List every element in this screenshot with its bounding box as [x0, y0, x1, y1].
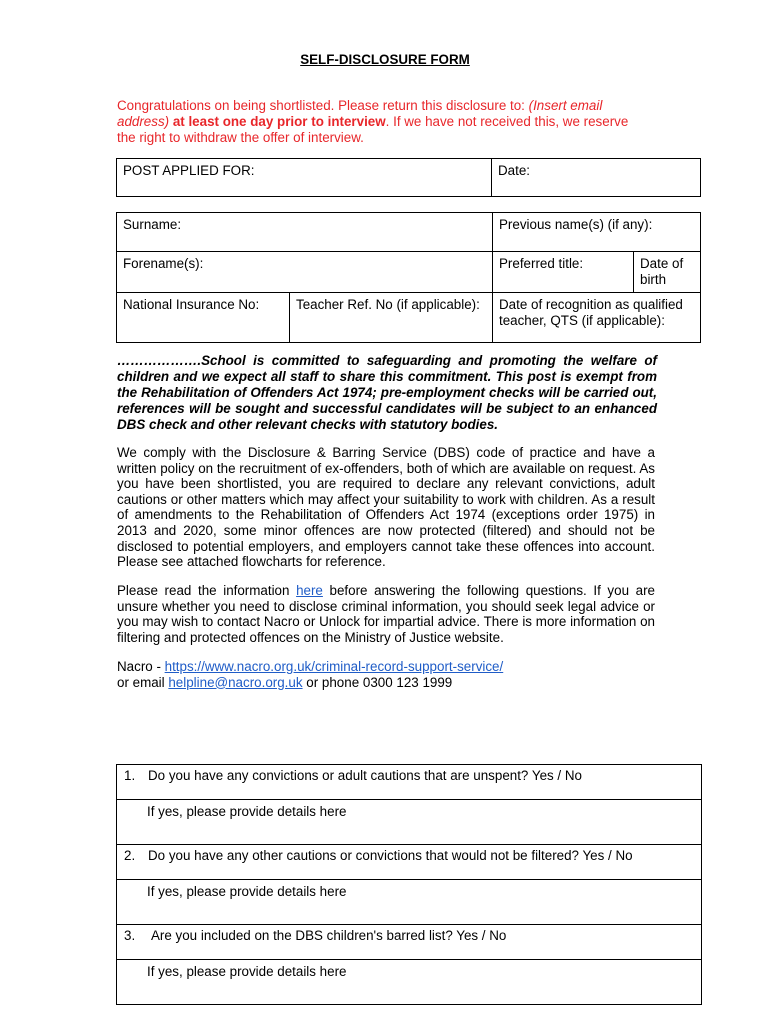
question-number: 2. — [124, 848, 136, 863]
question-text: Are you included on the DBS children's barred list? Yes / No — [148, 928, 507, 943]
details-field[interactable] — [117, 960, 702, 1005]
forenames-field[interactable] — [117, 252, 493, 293]
nacro-label: Nacro - — [117, 659, 165, 674]
post-applied-label: POST APPLIED FOR: — [123, 163, 255, 178]
question-text: Do you have any convictions or adult cautions that are unspent? Yes / No — [148, 768, 582, 783]
qts-date-field[interactable] — [493, 293, 701, 343]
nacro-email-link[interactable]: helpline@nacro.org.uk — [168, 674, 303, 690]
details-prompt: If yes, please provide details here — [147, 804, 347, 819]
intro-email-placeholder: (Insert email address) — [117, 98, 603, 129]
nacro-url-link[interactable]: https://www.nacro.org.uk/criminal-record-support-service/ — [164, 659, 504, 674]
surname-label: Surname: — [123, 217, 182, 232]
form-title: SELF-DISCLOSURE FORM — [300, 52, 470, 67]
info-text-after: before answering the following questions. If you are unsure whether you need to disclose criminal information, you should seek legal advice or you may wish to contact Nacro or Unlock for impartial advice. There is more information on filtering and protected offences on the Ministry of Justice website. — [117, 583, 655, 645]
details-field[interactable] — [117, 880, 702, 925]
question-row — [117, 925, 702, 960]
details-field[interactable] — [117, 800, 702, 845]
questions-table — [116, 764, 702, 1005]
intro-notice — [117, 98, 647, 146]
safeguarding-statement: ……………….School is committed to safeguarding and promoting the welfare of children and we expect all staff to share this commitment. This post is exempt from the Rehabilitation of Offenders Act 1974; pre-employment checks will be carried out, references will be sought and successful candidates will be subject to an enhanced DBS check and other relevant checks with statutory bodies. — [117, 353, 657, 432]
question-number: 1. — [124, 768, 136, 783]
date-field[interactable] — [492, 159, 701, 197]
email-label: or email — [117, 674, 169, 690]
question-text: Do you have any other cautions or convictions that would not be filtered? Yes / No — [148, 848, 633, 863]
ni-number-label: National Insurance No: — [123, 297, 260, 312]
post-applied-field[interactable] — [117, 159, 492, 197]
date-label: Date: — [498, 163, 531, 178]
question-number: 3. — [124, 928, 136, 943]
intro-deadline: at least one day prior to interview — [169, 114, 386, 129]
previous-names-label: Previous name(s) (if any): — [499, 217, 653, 232]
forenames-label: Forename(s): — [123, 256, 204, 271]
information-paragraph — [117, 583, 655, 645]
details-prompt: If yes, please provide details here — [147, 964, 347, 979]
dbs-policy-paragraph: We comply with the Disclosure & Barring Service (DBS) code of practice and have a written policy on the recruitment of ex-offenders, both of which are available on request. As you have been shortlisted, you are required to declare any relevant convictions, adult cautions or other matters which may affect your suitability to work with children. As a result of amendments to the Rehabilitation of Offenders Act 1974 (exceptions order 1975) in 2013 and 2020, some minor offences are now protected (filtered) and should not be disclosed to potential employers, and employers cannot take these offences into account. Please see attached flowcharts for reference. — [117, 445, 655, 570]
teacher-ref-field[interactable] — [290, 293, 493, 343]
nacro-contact — [117, 659, 655, 690]
question-row — [117, 845, 702, 880]
date-of-birth-field[interactable] — [634, 252, 701, 293]
teacher-ref-label: Teacher Ref. No (if applicable): — [296, 297, 480, 312]
intro-text-2: . If we have not received this, we reserve the right to withdraw the offer of interview. — [117, 114, 629, 145]
preferred-title-field[interactable] — [493, 252, 634, 293]
qts-date-label: Date of recognition as qualified teacher, QTS (if applicable): — [499, 297, 683, 328]
surname-field[interactable] — [117, 213, 493, 252]
preferred-title-label: Preferred title: — [499, 256, 584, 271]
details-prompt: If yes, please provide details here — [147, 884, 347, 899]
info-text-before: Please read the information — [117, 583, 297, 598]
post-table — [116, 158, 701, 197]
date-of-birth-label: Date of birth — [640, 256, 684, 287]
phone-text: or phone 0300 123 1999 — [302, 674, 453, 690]
previous-names-field[interactable] — [493, 213, 701, 252]
personal-details-table — [116, 212, 701, 343]
intro-text-1: Congratulations on being shortlisted. Please return this disclosure to: — [117, 98, 529, 113]
question-row — [117, 765, 702, 800]
ni-number-field[interactable] — [117, 293, 290, 343]
info-here-link[interactable]: here — [296, 583, 323, 598]
